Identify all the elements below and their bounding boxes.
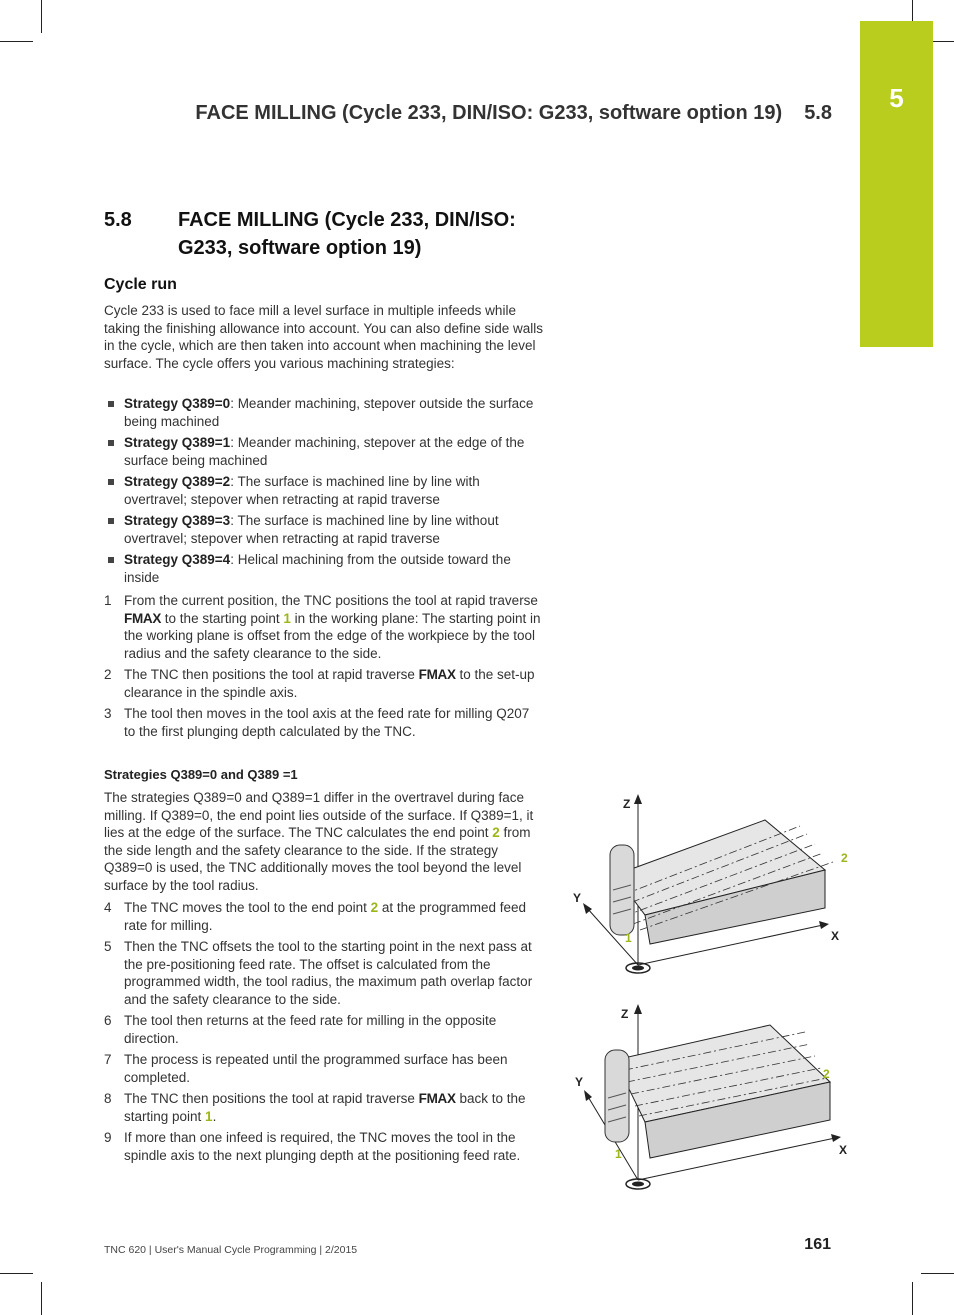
running-head bbox=[195, 102, 832, 125]
cycle-steps-list bbox=[104, 592, 544, 744]
page-number: 161 bbox=[804, 1236, 831, 1253]
list-item: 5 Then the TNC offsets the tool to the starting point in the next pass at the pre-positioning feed rate. The offset is calculated from the programmed width, the tool radius, the maximum path overlap factor and the safety clearance to the side. bbox=[104, 939, 533, 1007]
section-number: 5.8 bbox=[104, 209, 132, 231]
section-title bbox=[104, 206, 564, 262]
z-axis-label: Z bbox=[623, 797, 631, 811]
running-head-title: FACE MILLING (Cycle 233, DIN/ISO: G233, software option 19) bbox=[195, 102, 783, 124]
list-item: Strategy Q389=1: Meander machining, stepover at the edge of the surface being machined bbox=[104, 434, 544, 469]
list-item: 2 The TNC then positions the tool at rapid traverse FMAX to the set-up clearance in the spindle axis. bbox=[104, 667, 535, 700]
strategy-steps-list bbox=[104, 899, 544, 1168]
strategy-1-figure bbox=[565, 1000, 855, 1200]
list-item: 1 From the current position, the TNC positions the tool at rapid traverse FMAX to the starting point 1 in the working plane: The starting point in the working plane is offset from the edge of the workpiece by the tool radius and the safety clearance to the side. bbox=[104, 593, 541, 661]
list-item: 7 The process is repeated until the programmed surface has been completed. bbox=[104, 1052, 508, 1085]
list-item: 8 The TNC then positions the tool at rapid traverse FMAX back to the starting point 1. bbox=[104, 1091, 526, 1124]
list-item: Strategy Q389=2: The surface is machined line by line with overtravel; stepover when retracting at rapid traverse bbox=[104, 473, 544, 508]
list-item: Strategy Q389=3: The surface is machined line by line without overtravel; stepover when retracting at rapid traverse bbox=[104, 512, 544, 547]
running-head-section: 5.8 bbox=[804, 102, 832, 124]
footer-text: TNC 620 | User's Manual Cycle Programming | 2/2015 bbox=[104, 1244, 358, 1256]
strategies-paragraph: The strategies Q389=0 and Q389=1 differ in the overtravel during face milling. If Q389=0, the end point lies outside of the surface. If Q389=1, it lies at the edge of the surface. The TNC calculates the end point 2 from the side length and the safety clearance to the side. If the strategy Q389=0 is used, the TNC additionally moves the tool beyond the level surface by the tool radius. bbox=[104, 790, 534, 893]
crop-mark bbox=[0, 1273, 33, 1274]
end-point-label: 2 bbox=[841, 851, 848, 865]
section-title-text: FACE MILLING (Cycle 233, DIN/ISO: G233, software option 19) bbox=[178, 209, 516, 259]
list-item: Strategy Q389=4: Helical machining from the outside toward the inside bbox=[104, 551, 544, 586]
crop-mark bbox=[0, 41, 33, 42]
y-axis-label: Y bbox=[573, 891, 582, 905]
z-axis-label: Z bbox=[621, 1007, 629, 1021]
strategy-list bbox=[104, 395, 544, 590]
list-item: Strategy Q389=0: Meander machining, stepover outside the surface being machined bbox=[104, 395, 544, 430]
start-point-label: 1 bbox=[625, 931, 632, 945]
crop-mark bbox=[921, 1273, 954, 1274]
list-item: 3 The tool then moves in the tool axis at the feed rate for milling Q207 to the first plunging depth calculated by the TNC. bbox=[104, 706, 530, 739]
x-axis-label: X bbox=[831, 929, 840, 943]
strategy-0-figure bbox=[565, 790, 855, 990]
crop-mark bbox=[912, 1282, 913, 1315]
end-point-label: 2 bbox=[823, 1067, 830, 1081]
list-item: 9 If more than one infeed is required, the TNC moves the tool in the spindle axis to the next plunging depth at the positioning feed rate. bbox=[104, 1130, 521, 1163]
list-item: 4 The TNC moves the tool to the end point 2 at the programmed feed rate for milling. bbox=[104, 900, 526, 933]
cycle-run-intro: Cycle 233 is used to face mill a level surface in multiple infeeds while taking the finishing allowance into account. You can also define side walls in the cycle, which are then taken into account when machining the level surface. The cycle offers you various machining strategies: bbox=[104, 303, 544, 371]
chapter-tab bbox=[860, 21, 933, 347]
start-point-label: 1 bbox=[615, 1147, 622, 1161]
y-axis-label: Y bbox=[575, 1075, 584, 1089]
list-item: 6 The tool then returns at the feed rate for milling in the opposite direction. bbox=[104, 1013, 497, 1046]
chapter-number: 5 bbox=[889, 83, 904, 113]
cycle-run-heading: Cycle run bbox=[104, 276, 177, 293]
strategies-heading: Strategies Q389=0 and Q389 =1 bbox=[104, 767, 298, 782]
crop-mark bbox=[41, 0, 42, 33]
crop-mark bbox=[41, 1282, 42, 1315]
x-axis-label: X bbox=[839, 1143, 848, 1157]
